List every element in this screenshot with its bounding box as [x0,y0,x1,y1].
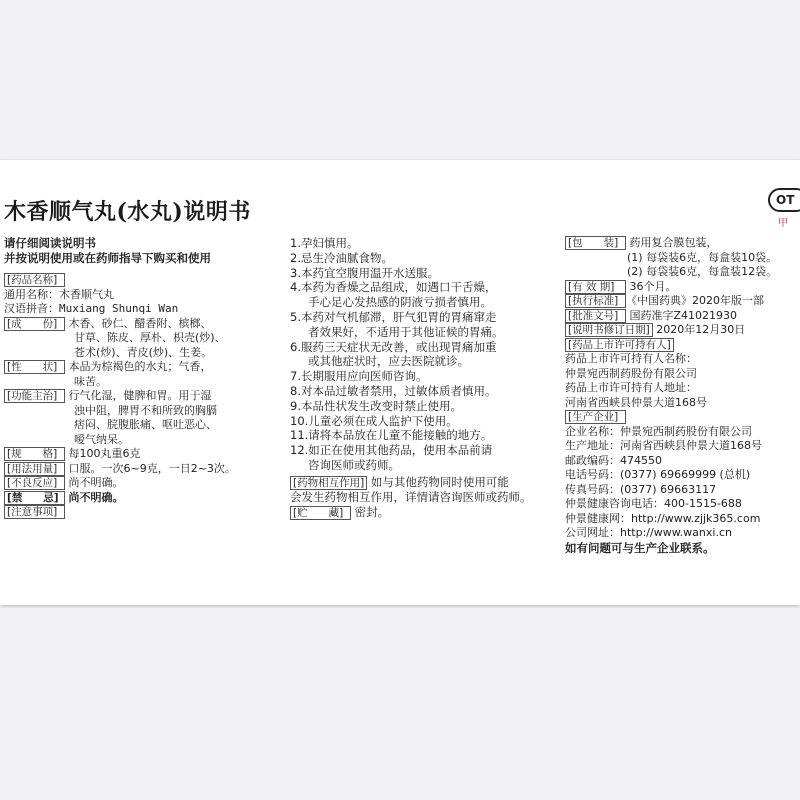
precaution-item: 9.本品性状发生改变时禁止使用。 [290,398,462,413]
precaution-item: 12.如正在使用其他药品，使用本品前请 [290,443,493,458]
holder-address-label: 药品上市许可持有人地址： [565,381,697,394]
usage-guidance-notice: 并按说明使用或在药师指导下购买和使用 [4,250,211,265]
contact-notice: 如有问题可与生产企业联系。 [565,540,715,555]
contraindication-header: [禁 忌] [4,491,65,505]
standard-value: 《中国药典》2020年版一部 [626,294,764,307]
postcode-value: 474550 [620,453,662,467]
function-line: 嗳气纳呆。 [74,432,129,446]
precaution-item: 1.孕妇慎用。 [290,236,359,250]
approval-header: [批准文号] [565,309,626,323]
read-carefully-notice: 请仔细阅读说明书 [4,236,96,250]
function-line: 痞闷、脘腹胀痛、呕吐恶心、 [74,418,217,431]
company-value: 仲景宛西制药股份有限公司 [620,424,752,438]
precaution-item: 咨询医师或药师。 [308,457,400,472]
approval-value: 国药准字Z41021930 [629,308,738,322]
interaction-header: [药物相互作用] [290,476,367,490]
packaging-header: [包 装] [565,236,626,250]
holder-name-label: 药品上市许可持有人名称： [565,352,697,365]
character-header: [性 状] [4,360,65,374]
health-site-value: http://www.zjjk365.com [631,511,761,525]
otc-class-label: 甲 [778,218,788,229]
address-value: 河南省西峡县仲景大道168号 [620,439,762,452]
function-line: 浊中阻，脾胃不和所致的胸膈 [74,403,217,417]
ingredients-line: 甘草、陈皮、厚朴、枳壳(炒)、 [74,331,226,344]
common-name-value: 木香顺气丸 [59,287,114,301]
function-header: [功能主治] [4,389,65,403]
storage-header: [贮 藏] [290,506,351,520]
interaction-text: 如与其他药物同时使用可能 [370,474,509,489]
character-line: 味苦。 [74,374,107,388]
precautions-list [290,236,558,520]
fax-value: (0377) 69663117 [620,482,717,496]
hotline-value: 400-1515-688 [664,497,742,510]
precautions-header: [注意事项] [4,505,65,519]
pinyin-label: 汉语拼音： [4,302,59,315]
packaging-option: (1) 每袋装6克，每盒装10袋。 [627,250,778,264]
holder-address-value: 河南省西峡县仲景大道168号 [565,395,707,409]
spec-value: 每100丸重6克 [68,447,141,460]
fax-label: 传真号码： [565,482,620,496]
standard-header: [执行标准] [565,294,626,308]
precaution-item: 或其他症状时，应去医院就诊。 [308,354,469,369]
company-label: 企业名称： [565,424,620,438]
packaging-value: 药用复合膜包装， [629,236,718,249]
precaution-item: 5.本药对气机郁滞，肝气犯胃的胃痛窜走 [290,309,497,324]
validity-value: 36个月。 [629,279,677,293]
left-column [4,236,289,520]
address-label: 生产地址： [565,439,620,452]
function-line: 行气化湿，健脾和胃。用于湿 [68,389,212,402]
precaution-item: 8.对本品过敏者禁用，过敏体质者慎用。 [290,383,497,398]
postcode-label: 邮政编码： [565,453,620,467]
adverse-reaction-header: [不良反应] [4,476,65,490]
storage-value: 密封。 [354,504,390,519]
health-site-label: 仲景健康网： [565,511,631,525]
precaution-item: 者效果好，不适用于其他证候的胃痛。 [308,324,504,339]
right-column [565,236,800,555]
phone-label: 电话号码： [565,468,620,481]
license-holder-header: [药品上市许可持有人] [565,338,674,352]
adverse-reaction-value: 尚不明确。 [68,476,124,489]
precaution-item: 11.请将本品放在儿童不能接触的地方。 [290,428,493,443]
precaution-item: 10.儿童必须在成人监护下使用。 [290,413,458,428]
contraindication-value: 尚不明确。 [68,490,124,504]
validity-header: [有 效 期] [565,280,626,294]
precaution-item: 3.本药宜空腹用温开水送服。 [290,265,439,280]
document-title: 木香顺气丸(水丸)说明书 [4,199,251,225]
ingredients-header: [成 份] [4,317,65,331]
interaction-text-cont: 会发生药物相互作用，详情请咨询医师或药师。 [290,489,532,504]
precaution-item: 手心足心发热感的阴液亏损者慎用。 [308,295,492,310]
common-name-label: 通用名称： [4,287,59,301]
manufacturer-header: [生产企业] [565,410,626,424]
packaging-option: (2) 每袋装6克，每盒装12袋。 [627,265,778,278]
company-site-value: http://www.wanxi.cn [620,526,732,539]
drug-name-header: [药品名称] [4,273,65,287]
otc-badge: OT [768,188,800,212]
phone-value: (0377) 69669999 (总机) [620,468,751,481]
spec-header: [规 格] [4,447,65,461]
revision-date-header: [说明书修订日期] [565,323,653,337]
precaution-item: 4.本药为香燥之品组成，如遇口干舌燥， [290,280,497,295]
precaution-item: 2.忌生冷油腻食物。 [290,250,393,265]
precaution-item: 6.服药三天症状无改善，或出现胃痛加重 [290,339,497,354]
holder-name-value: 仲景宛西制药股份有限公司 [565,366,697,380]
ingredients-line: 苍术(炒)、青皮(炒)、生姜。 [74,345,213,359]
pinyin-value: Muxiang Shunqi Wan [59,302,179,315]
revision-date-value: 2020年12月30日 [656,323,746,336]
precaution-item: 7.长期服用应向医师咨询。 [290,369,428,384]
hotline-label: 仲景健康咨询电话： [565,497,664,510]
company-site-label: 公司网址： [565,526,620,539]
usage-header: [用法用量] [4,462,65,476]
character-line: 本品为棕褐色的水丸；气香， [68,360,212,373]
ingredients-line: 木香、砂仁、醋香附、槟榔、 [68,316,212,330]
usage-value: 口服。一次6~9克，一日2~3次。 [68,461,236,475]
